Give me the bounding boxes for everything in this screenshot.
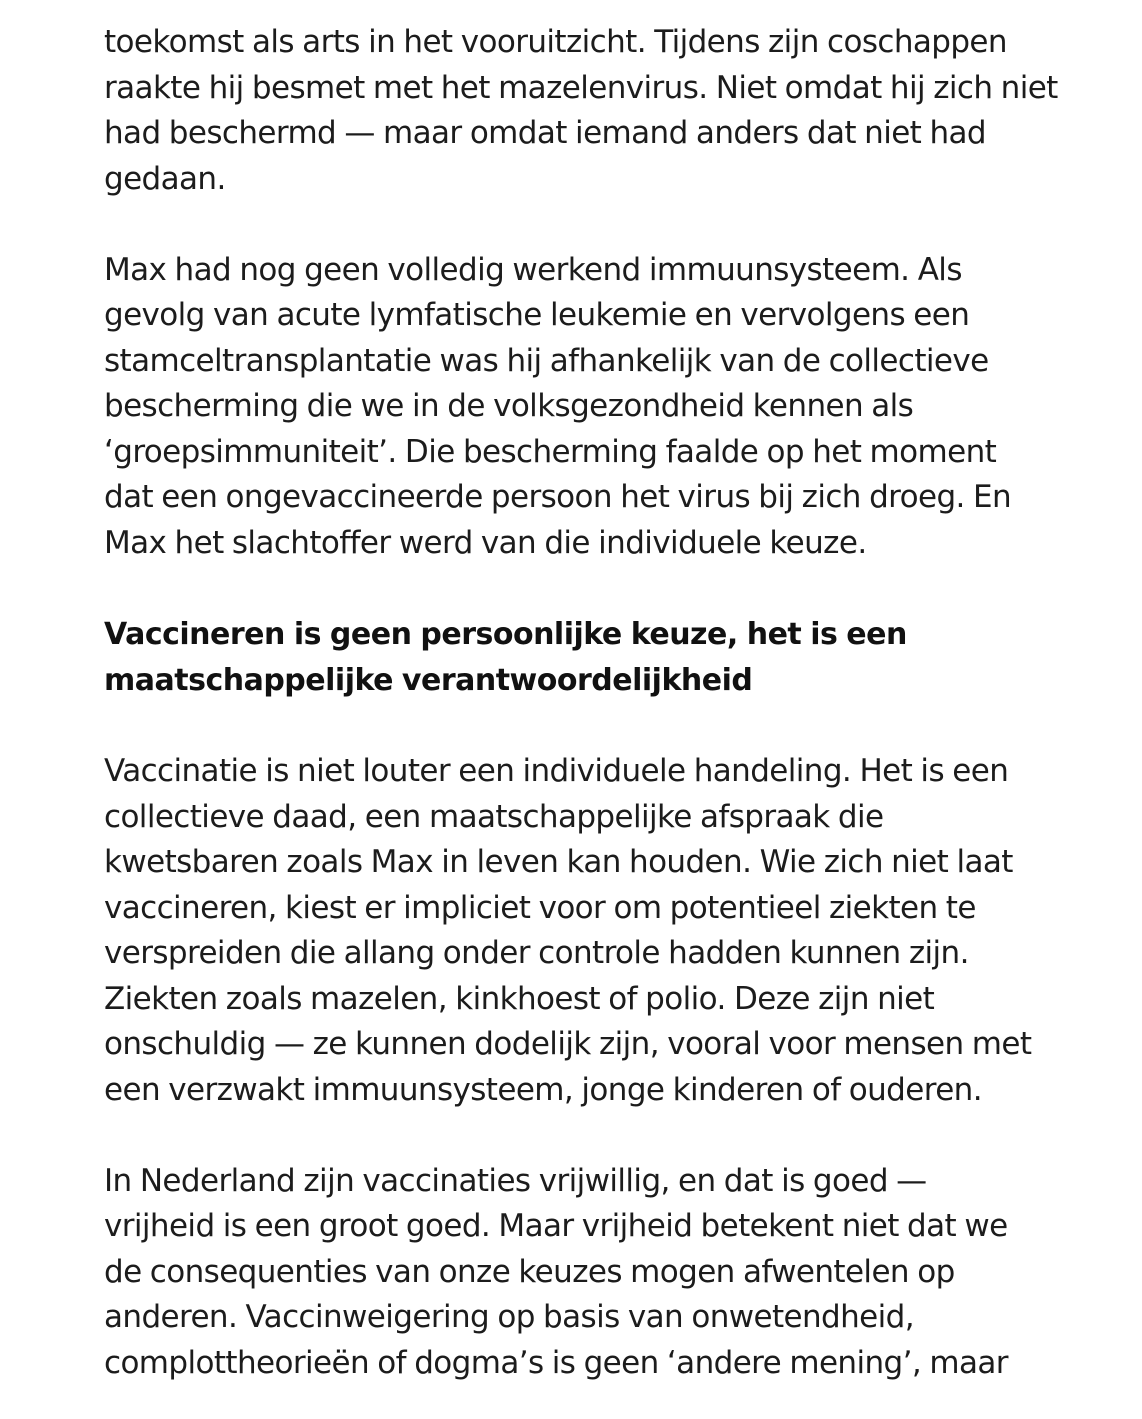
paragraph-line: raakte hij besmet met het mazelenvirus. Niet omdat hij zich niet <box>104 69 1058 106</box>
paragraph-line: kwetsbaren zoals Max in leven kan houden. Wie zich niet laat <box>104 844 1013 880</box>
paragraph-line: Vaccinatie is niet louter een individuele handeling. Het is een <box>104 753 1009 789</box>
paragraph-line: gevolg van acute lymfatische leukemie en vervolgens een <box>104 297 970 333</box>
paragraph-line: de consequenties van onze keuzes mogen afwentelen op <box>104 1253 955 1290</box>
paragraph-spacer <box>104 704 1104 750</box>
paragraph-line: dat een ongevaccineerde persoon het virus bij zich droeg. En <box>104 479 1012 515</box>
paragraph-line: verspreiden die allang onder controle hadden kunnen zijn. <box>104 935 969 971</box>
paragraph-spacer <box>104 202 1104 248</box>
paragraph-line: In Nederland zijn vaccinaties vrijwillig, en dat is goed — <box>104 1162 927 1199</box>
paragraph-line: Max het slachtoffer werd van die individuele keuze. <box>104 524 867 561</box>
heading-line: maatschappelijke verantwoordelijkheid <box>104 662 753 698</box>
paragraph-line: Ziekten zoals mazelen, kinkhoest of polio. Deze zijn niet <box>104 980 935 1017</box>
paragraph-netherlands-freedom <box>104 1159 1104 1387</box>
paragraph-line: vrijheid is een groot goed. Maar vrijheid betekent niet dat we <box>104 1208 1008 1244</box>
paragraph-line: collectieve daad, een maatschappelijke afspraak die <box>104 798 884 835</box>
heading-line: Vaccineren is geen persoonlijke keuze, het is een <box>104 616 907 652</box>
paragraph-line: bescherming die we in de volksgezondheid kennen als <box>104 388 914 424</box>
paragraph-spacer <box>104 1113 1104 1159</box>
paragraph-line: Max had nog geen volledig werkend immuunsysteem. Als <box>104 251 962 288</box>
paragraph-line: een verzwakt immuunsysteem, jonge kinderen of ouderen. <box>104 1071 982 1108</box>
paragraph-line: complottheorieën of dogma’s is geen ‘andere mening’, maar <box>104 1344 1008 1381</box>
paragraph-line: anderen. Vaccinweigering op basis van onwetendheid, <box>104 1299 914 1335</box>
article-body <box>104 20 1104 1386</box>
paragraph-line: vaccineren, kiest er impliciet voor om potentieel ziekten te <box>104 889 976 926</box>
paragraph-vaccination-collective <box>104 749 1104 1113</box>
paragraph-line: had beschermd — maar omdat iemand anders dat niet had <box>104 115 987 151</box>
paragraph-line: ‘groepsimmuniteit’. Die bescherming faalde op het moment <box>104 433 997 470</box>
paragraph-career-measles <box>104 20 1104 202</box>
paragraph-line: toekomst als arts in het vooruitzicht. Tijdens zijn coschappen <box>104 24 1007 60</box>
paragraph-spacer <box>104 566 1104 612</box>
section-heading <box>104 612 1104 704</box>
paragraph-line: gedaan. <box>104 160 226 197</box>
paragraph-line: onschuldig — ze kunnen dodelijk zijn, vooral voor mensen met <box>104 1026 1032 1062</box>
paragraph-line: stamceltransplantatie was hij afhankelijk van de collectieve <box>104 342 989 379</box>
paragraph-immune-system <box>104 248 1104 567</box>
